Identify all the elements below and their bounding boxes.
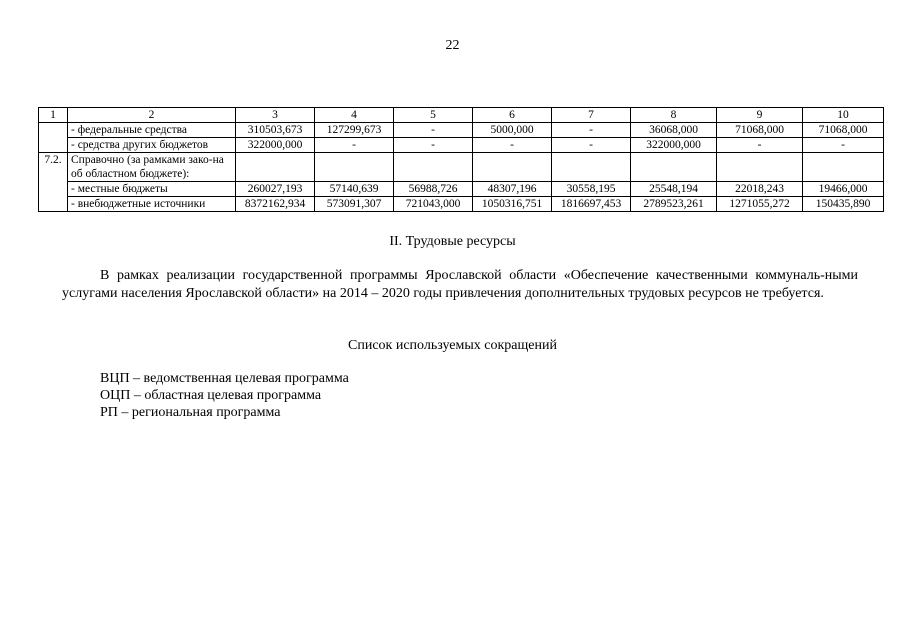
value-cell: - <box>315 138 394 153</box>
table-row <box>39 182 884 197</box>
value-cell <box>473 153 552 182</box>
value-cell: - <box>473 138 552 153</box>
value-cell: 721043,000 <box>394 197 473 212</box>
table-header-row <box>39 108 884 123</box>
header-cell: 9 <box>717 108 803 123</box>
value-cell: 19466,000 <box>803 182 884 197</box>
value-cell <box>717 153 803 182</box>
table-row <box>39 138 884 153</box>
abbreviations-list <box>100 370 349 421</box>
abbreviation-item: ОЦП – областная целевая программа <box>100 388 322 403</box>
value-cell <box>631 153 717 182</box>
row-label-cell: - федеральные средства <box>68 123 236 138</box>
abbreviation-item: РП – региональная программа <box>100 405 281 420</box>
value-cell: - <box>552 138 631 153</box>
row-label-cell: Справочно (за рамками зако-на об областном бюджете): <box>68 153 236 182</box>
row-label-cell: - средства других бюджетов <box>68 138 236 153</box>
row-number-cell <box>39 182 68 197</box>
value-cell: - <box>394 123 473 138</box>
header-cell: 3 <box>236 108 315 123</box>
value-cell <box>394 153 473 182</box>
value-cell <box>803 153 884 182</box>
table-row <box>39 153 884 182</box>
abbreviation-item: ВЦП – ведомственная целевая программа <box>100 371 349 386</box>
page-number: 22 <box>445 38 460 53</box>
value-cell: 71068,000 <box>803 123 884 138</box>
value-cell: 1271055,272 <box>717 197 803 212</box>
paragraph-text: В рамках реализации государственной программы Ярославской области «Обеспечение качественными коммуналь-ными услугами населения Ярославской области» на 2014 – 2020 годы привлечения дополнительных трудовых ресурсов не требуется. <box>62 268 858 301</box>
header-cell: 5 <box>394 108 473 123</box>
value-cell: 56988,726 <box>394 182 473 197</box>
header-cell: 7 <box>552 108 631 123</box>
value-cell: 322000,000 <box>236 138 315 153</box>
value-cell: 22018,243 <box>717 182 803 197</box>
table-row <box>39 197 884 212</box>
value-cell: 8372162,934 <box>236 197 315 212</box>
value-cell: 71068,000 <box>717 123 803 138</box>
value-cell: 36068,000 <box>631 123 717 138</box>
value-cell: - <box>803 138 884 153</box>
row-number-cell: 7.2. <box>39 153 68 182</box>
value-cell: 1816697,453 <box>552 197 631 212</box>
header-cell: 10 <box>803 108 884 123</box>
value-cell: 573091,307 <box>315 197 394 212</box>
value-cell: 25548,194 <box>631 182 717 197</box>
row-number-cell <box>39 138 68 153</box>
header-cell: 2 <box>68 108 236 123</box>
value-cell: - <box>394 138 473 153</box>
header-cell: 6 <box>473 108 552 123</box>
row-number-cell <box>39 197 68 212</box>
value-cell: - <box>717 138 803 153</box>
value-cell: 5000,000 <box>473 123 552 138</box>
value-cell: 322000,000 <box>631 138 717 153</box>
header-cell: 1 <box>39 108 68 123</box>
value-cell: 260027,193 <box>236 182 315 197</box>
value-cell: 310503,673 <box>236 123 315 138</box>
value-cell: 1050316,751 <box>473 197 552 212</box>
header-cell: 8 <box>631 108 717 123</box>
row-number-cell <box>39 123 68 138</box>
value-cell: 30558,195 <box>552 182 631 197</box>
value-cell: 48307,196 <box>473 182 552 197</box>
value-cell <box>236 153 315 182</box>
abbreviations-title: Список используемых сокращений <box>348 338 557 353</box>
value-cell: 2789523,261 <box>631 197 717 212</box>
value-cell: 127299,673 <box>315 123 394 138</box>
value-cell <box>552 153 631 182</box>
value-cell <box>315 153 394 182</box>
body-paragraph <box>62 267 858 303</box>
value-cell: 57140,639 <box>315 182 394 197</box>
budget-table <box>38 107 884 212</box>
row-label-cell: - внебюджетные источники <box>68 197 236 212</box>
value-cell: - <box>552 123 631 138</box>
header-cell: 4 <box>315 108 394 123</box>
value-cell: 150435,890 <box>803 197 884 212</box>
row-label-cell: - местные бюджеты <box>68 182 236 197</box>
section-title: II. Трудовые ресурсы <box>389 234 516 249</box>
table-row <box>39 123 884 138</box>
